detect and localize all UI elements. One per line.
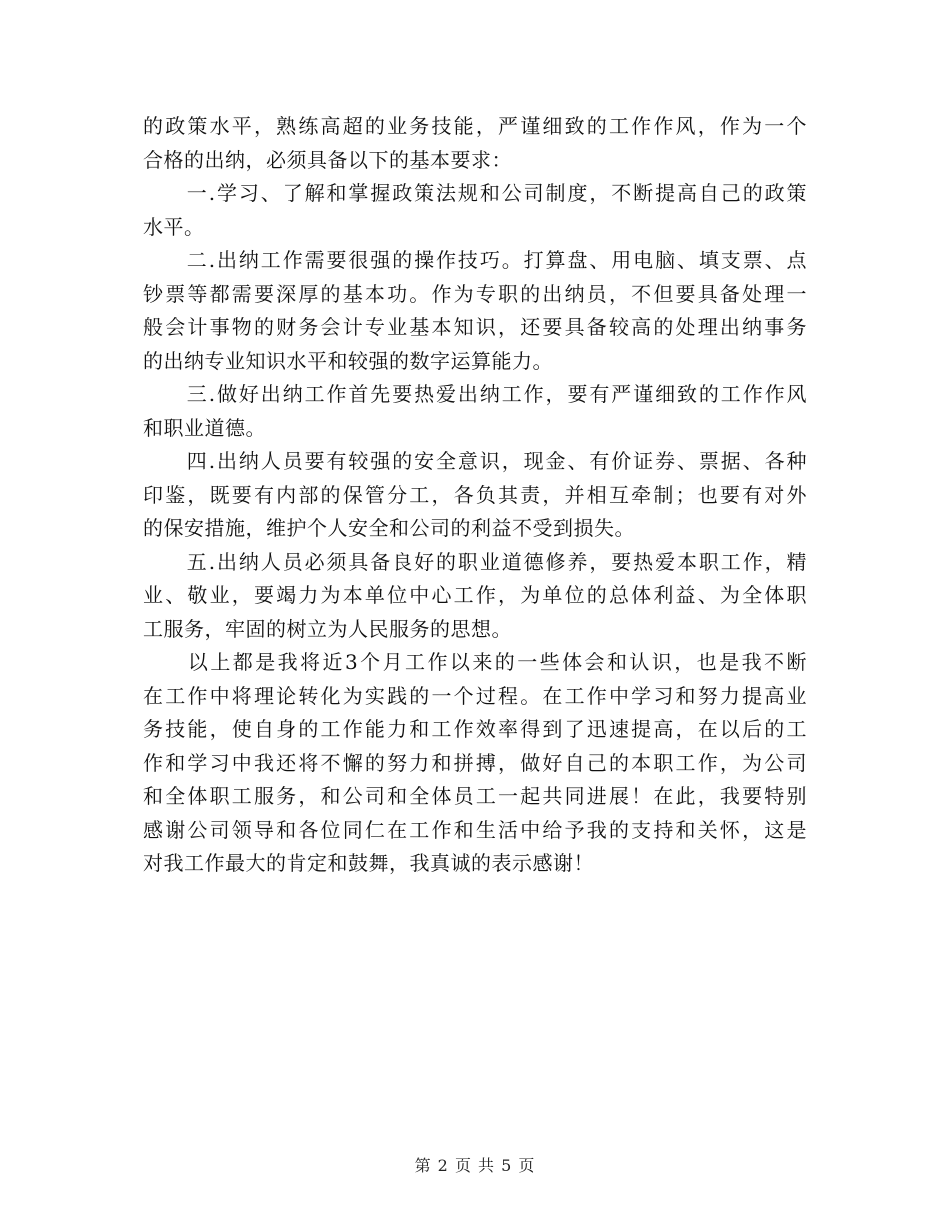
text-line: 工服务，牢固的树立为人民服务的思想。 — [143, 616, 512, 641]
text-line: 的政策水平，熟练高超的业务技能，严谨细致的工作作风，作为一个 — [143, 114, 807, 138]
text-line: 五.出纳人员必须具备良好的职业道德修养，要热爱本职工作，精 — [143, 549, 807, 574]
text-line: 的出纳专业知识水平和较强的数字运算能力。 — [143, 348, 553, 373]
text-line: 感谢公司领导和各位同仁在工作和生活中给予我的支持和关怀，这是 — [143, 817, 807, 842]
text-line: 印鉴，既要有内部的保管分工，各负其责，并相互牵制；也要有对外 — [143, 482, 807, 507]
text-line: 水平。 — [143, 214, 205, 239]
text-line: 在工作中将理论转化为实践的一个过程。在工作中学习和努力提高业 — [143, 683, 807, 708]
text-line: 钞票等都需要深厚的基本功。作为专职的出纳员，不但要具备处理一 — [143, 281, 807, 306]
text-line: 和全体职工服务，和公司和全体员工一起共同进展！在此，我要特别 — [143, 784, 807, 808]
text-line: 般会计事物的财务会计专业基本知识，还要具备较高的处理出纳事务 — [143, 315, 807, 339]
text-line: 一.学习、了解和掌握政策法规和公司制度，不断提高自己的政策 — [143, 181, 807, 205]
text-line: 务技能，使自身的工作能力和工作效率得到了迅速提高，在以后的工 — [143, 717, 807, 741]
text-line: 二.出纳工作需要很强的操作技巧。打算盘、用电脑、填支票、点 — [143, 248, 807, 272]
text-line: 四.出纳人员要有较强的安全意识，现金、有价证券、票据、各种 — [143, 449, 807, 473]
text-line: 作和学习中我还将不懈的努力和拼搏，做好自己的本职工作，为公司 — [143, 750, 807, 775]
text-line: 业、敬业，要竭力为本单位中心工作，为单位的总体利益、为全体职 — [143, 583, 807, 607]
text-line: 对我工作最大的肯定和鼓舞，我真诚的表示感谢！ — [143, 851, 594, 875]
page-number: 第 2 页 共 5 页 — [414, 1156, 536, 1175]
text-line: 的保安措施，维护个人安全和公司的利益不受到损失。 — [143, 516, 635, 540]
text-line: 合格的出纳，必须具备以下的基本要求： — [143, 147, 512, 172]
text-line: 以上都是我将近3个月工作以来的一些体会和认识，也是我不断 — [143, 650, 807, 674]
text-line: 和职业道德。 — [143, 415, 266, 440]
document-body — [143, 110, 807, 881]
text-line: 三.做好出纳工作首先要热爱出纳工作，要有严谨细致的工作作风 — [143, 382, 807, 406]
